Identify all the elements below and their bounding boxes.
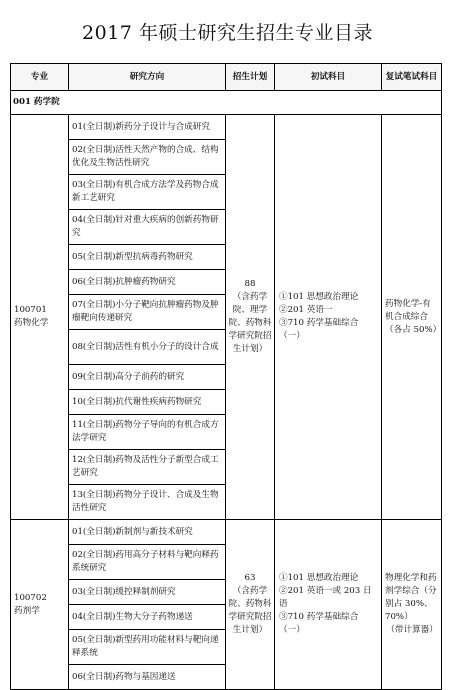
department-row — [11, 91, 442, 115]
retest-note: （带计算器） — [386, 625, 438, 635]
plan-note: （含药学院、药物科学研究院招生计划） — [228, 586, 272, 635]
exam-subject: ③710 药学基础综合（一） — [279, 612, 359, 635]
research-direction: 01(全日制)新制剂与新技术研究 — [69, 520, 226, 545]
research-direction: 12(全日制)药物及活性分子新型合成工艺研究 — [69, 450, 226, 485]
retest-subject: 物理化学和药剂学综合（分别占 30%、70%） — [385, 573, 437, 622]
research-direction: 02(全日制)药用高分子材料与靶向释药系统研究 — [69, 545, 226, 580]
retest-cell — [382, 520, 442, 690]
header-major: 专业 — [11, 64, 69, 91]
research-direction: 05(全日制)新型药用功能材料与靶向递释系统 — [69, 630, 226, 665]
exam-subject: ②201 英语一 — [279, 305, 333, 315]
plan-count: 63 — [244, 573, 256, 583]
research-direction: 09(全日制)高分子前药的研究 — [69, 365, 226, 390]
header-row — [11, 64, 442, 91]
research-direction: 08(全日制)活性有机小分子的设计合成 — [69, 330, 226, 365]
plan-count: 88 — [244, 279, 256, 289]
department-label: 001 药学院 — [11, 91, 442, 115]
majors-body — [11, 115, 442, 690]
research-direction: 06(全日制)药物与基因递送 — [69, 665, 226, 690]
header-retest: 复试笔试科目 — [382, 64, 442, 91]
research-direction: 10(全日制)抗代谢性疾病药物研究 — [69, 390, 226, 415]
page-title: 2017 年硕士研究生招生专业目录 — [82, 22, 373, 44]
research-direction: 07(全日制)小分子靶向抗肿瘤药物及肿瘤靶向传递研究 — [69, 295, 226, 330]
exam-cell — [275, 520, 382, 690]
direction-row — [11, 115, 442, 140]
major-name: 药剂学 — [14, 605, 40, 616]
major-code: 100702 — [14, 592, 47, 603]
research-direction: 04(全日制)生物大分子药物递送 — [69, 605, 226, 630]
exam-subject: ②201 英语一或 203 日语 — [279, 586, 372, 609]
exam-subject: ①101 思想政治理论 — [279, 573, 359, 583]
exam-subject: ①101 思想政治理论 — [279, 292, 359, 302]
research-direction: 04(全日制)针对重大疾病的创新药物研究 — [69, 210, 226, 245]
research-direction: 01(全日制)新药分子设计与合成研究 — [69, 115, 226, 140]
major-code: 100701 — [14, 305, 47, 315]
research-direction: 06(全日制)抗肿瘤药物研究 — [69, 270, 226, 295]
plan-cell — [226, 115, 275, 520]
plan-cell — [226, 520, 275, 690]
retest-note: （各占 50%） — [385, 324, 442, 335]
header-exam: 初试科目 — [275, 64, 382, 91]
research-direction: 02(全日制)活性天然产物的合成、结构优化及生物活性研究 — [69, 140, 226, 175]
research-direction: 05(全日制)新型抗病毒药物研究 — [69, 245, 226, 270]
major-cell — [11, 520, 69, 690]
exam-cell — [275, 115, 382, 520]
retest-cell — [382, 115, 442, 520]
research-direction: 13(全日制)药物分子设计、合成及生物活性研究 — [69, 485, 226, 520]
direction-row — [11, 520, 442, 545]
header-direction: 研究方向 — [69, 64, 226, 91]
catalog-table — [10, 63, 442, 690]
major-name: 药物化学 — [14, 318, 49, 328]
research-direction: 11(全日制)药物分子导向的有机合成方法学研究 — [69, 415, 226, 450]
retest-subject: 药物化学-有机合成综合 — [385, 298, 431, 322]
exam-subject: ③710 药学基础综合（一） — [279, 318, 359, 341]
research-direction: 03(全日制)有机合成方法学及药物合成新工艺研究 — [69, 175, 226, 210]
major-cell — [11, 115, 69, 520]
header-plan: 招生计划 — [226, 64, 275, 91]
research-direction: 03(全日制)缓控释制剂研究 — [69, 580, 226, 605]
plan-note: （含药学院、理学院、药物科学研究院招生计划） — [228, 292, 272, 354]
